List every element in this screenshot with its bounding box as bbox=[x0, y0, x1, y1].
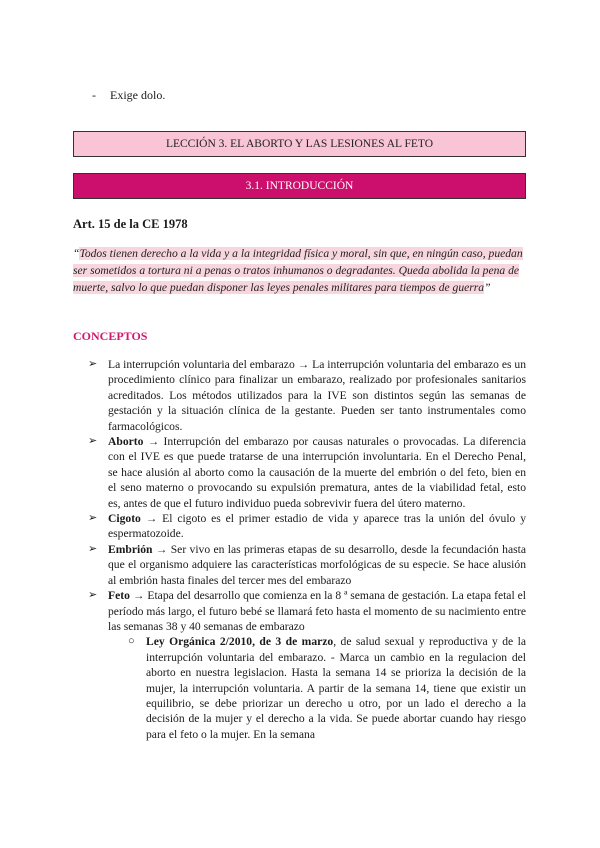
quote-close-mark: ” bbox=[484, 281, 491, 294]
concepts-list bbox=[88, 357, 526, 742]
article-heading: Art. 15 de la CE 1978 bbox=[73, 217, 188, 231]
list-item-term: Cigoto bbox=[108, 512, 141, 526]
list-item-text: → Interrupción del embarazo por causas naturales o provocadas. La diferencia con el IVE es que puede tratarse de una interrupción involuntaria. En el Derecho Penal, se hace alusión al aborto como la causación de la muerte del embrión o del feto, bien en el seno materno o provocando su expulsión prematura, antes de la viabilidad fetal, esto es, antes de que el futuro individuo pueda sobrevivir fuera del útero materno. bbox=[108, 435, 526, 510]
dash-bullet: - bbox=[92, 88, 96, 102]
list-item bbox=[88, 434, 526, 511]
list-item-text: La interrupción voluntaria del embarazo → La interrupción voluntaria del embarazo es un procedimiento clínico para finalizar un embarazo, realizado por profesionales sanitarios acreditados. Los métodos utilizados para la IVE son distintos según las semanas de gestación y la situación clínica de la gestante. Pueden ser tanto instrumentales como farmacológicos. bbox=[108, 358, 526, 433]
list-item-text: → Ser vivo en las primeras etapas de su desarrollo, desde la fecundación hasta que el organismo adquiere las características morfológicas de su especie. Se hace alusión al embrión hasta finales del tercer mes del embarazo bbox=[108, 542, 526, 587]
quote-text: Todos tienen derecho a la vida y a la integridad física y moral, sin que, en ningún caso, puedan ser sometidos a tortura ni a penas o tratos inhumanos o degradantes. Queda abolida la pena de muerte, salvo lo que puedan disponer las leyes penales militares para tiempos de guerra bbox=[73, 247, 523, 294]
arrow-bullet-icon: ➢ bbox=[88, 358, 98, 370]
sub-item-text: , de salud sexual y reproductiva y de la interrupción voluntaria del embarazo. - Marca un cambio en la regulacion del aborto en nuestra legislacion. Hasta la semana 14 se prioriza la decisión de la mujer, la interrupción voluntaria. A partir de la semana 14, tiene que existir un equilibrio, se debe priorizar un derecho u otro, por un lado el derecho a la decisión de la mujer y el derecho a la vida. Se puede abortar cuando hay riesgo para el feto o la mujer. En la semana bbox=[146, 635, 526, 741]
arrow-bullet-icon: ➢ bbox=[88, 435, 98, 448]
list-item bbox=[88, 511, 526, 542]
arrow-bullet-icon: ➢ bbox=[88, 589, 98, 602]
list-item bbox=[88, 588, 526, 634]
section-title-box: 3.1. INTRODUCCIÓN bbox=[73, 173, 526, 199]
arrow-bullet-icon: ➢ bbox=[88, 512, 98, 525]
list-item-term: Embrión bbox=[108, 542, 153, 556]
arrow-bullet-icon: ➢ bbox=[88, 542, 98, 555]
list-item bbox=[88, 542, 526, 588]
list-item-term: Aborto bbox=[108, 435, 144, 449]
quote-open-mark: “ bbox=[73, 247, 80, 260]
concepts-heading: CONCEPTOS bbox=[73, 329, 148, 343]
dash-item-text: Exige dolo. bbox=[110, 88, 166, 102]
list-item-text: → El cigoto es el primer estadio de vida y aparece tras la unión del óvulo y espermatozoide. bbox=[108, 512, 526, 541]
lesson-title-box: LECCIÓN 3. EL ABORTO Y LAS LESIONES AL FETO bbox=[73, 131, 526, 157]
list-item-text: → Etapa del desarrollo que comienza en la 8 ª semana de gestación. La etapa fetal el período más largo, el futuro bebé se llamará feto hasta el momento de su nacimiento entre las semanas 38 y 40 semanas de embarazo bbox=[108, 589, 526, 633]
list-item-term: Feto bbox=[108, 589, 130, 603]
sub-item-term: Ley Orgánica 2/2010, de 3 de marzo bbox=[146, 635, 334, 649]
article-quote bbox=[73, 245, 528, 296]
sub-list-item bbox=[128, 634, 526, 742]
circle-bullet-icon: ○ bbox=[128, 635, 135, 648]
list-item bbox=[88, 357, 526, 434]
dash-list-item bbox=[92, 88, 165, 103]
